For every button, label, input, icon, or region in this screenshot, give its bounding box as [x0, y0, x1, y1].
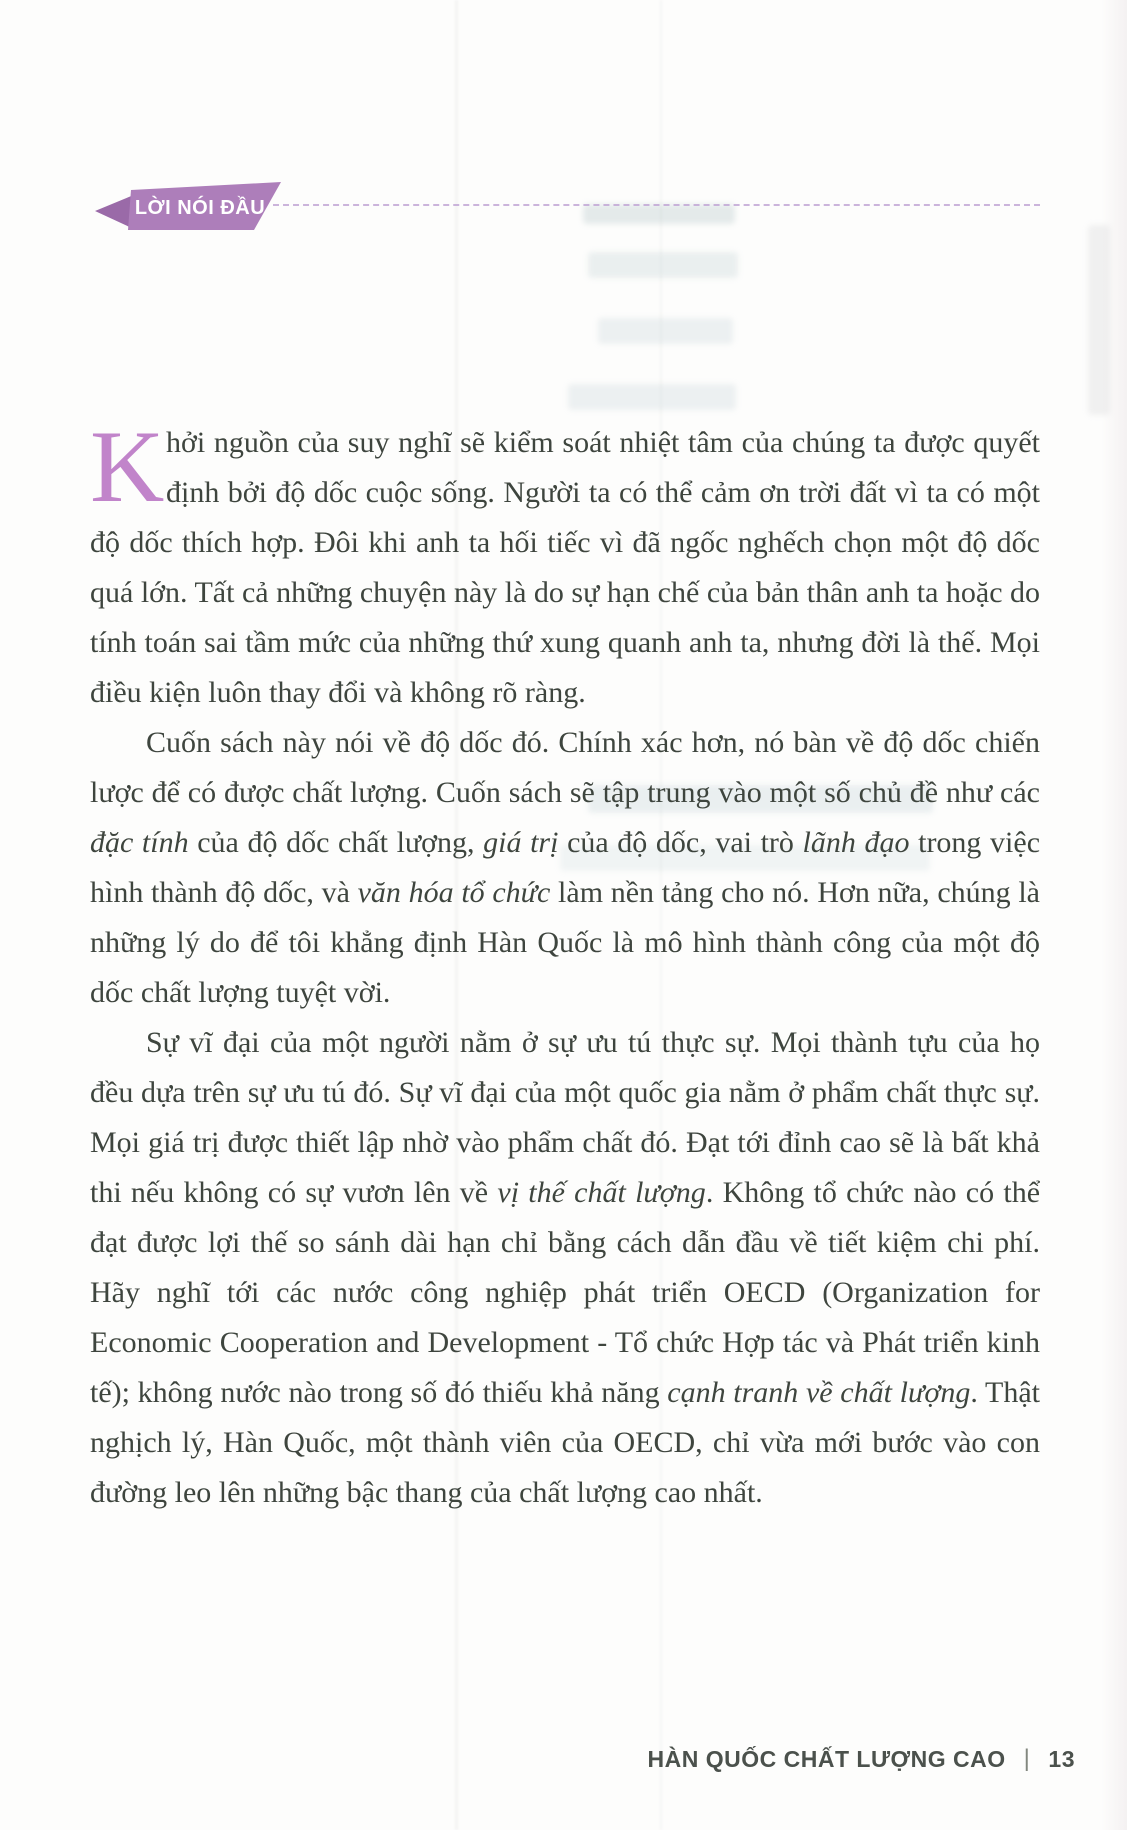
page-edge-shadow: [1101, 0, 1127, 1830]
text-run: . Không tổ chức nào có thể đạt được lợi thế so sánh dài hạn chỉ bằng cách dẫn đầu về tiết kiệm chi phí. Hãy nghĩ tới các nước công nghiệp phát triển OECD (Organization for Economic Cooperation and Development - Tổ chức Hợp tác và Phát triển kinh tế); không nước nào trong số đó thiếu khả năng: [90, 1176, 1041, 1409]
page-number: 13: [1048, 1745, 1075, 1772]
paragraph: [90, 1018, 1040, 1518]
preface-ribbon-badge: [95, 180, 285, 232]
footer-divider: |: [1023, 1745, 1031, 1772]
text-run: trong việc hình thành độ dốc, và: [90, 826, 1041, 909]
paragraph: [90, 718, 1040, 1018]
text-run: . Thật nghịch lý, Hàn Quốc, một thành viên của OECD, chỉ vừa mới bước vào con đường leo lên những bậc thang của chất lượng cao nhất.: [90, 1376, 1040, 1509]
italic-run: vị thế chất lượng: [497, 1176, 706, 1209]
text-run: Cuốn sách này nói về độ dốc đó. Chính xác hơn, nó bàn về độ dốc chiến lược để có được chất lượng. Cuốn sách sẽ tập trung vào một số chủ đề như các: [90, 726, 1040, 809]
header-dashed-rule: [273, 204, 1040, 206]
text-run: làm nền tảng cho nó. Hơn nữa, chúng là những lý do để tôi khẳng định Hàn Quốc là mô hình thành công của một độ dốc chất lượng tuyệt vời.: [90, 876, 1040, 1009]
italic-run: cạnh tranh về chất lượng: [667, 1376, 971, 1409]
italic-run: đặc tính: [90, 826, 189, 859]
bleed-through-artifact: [588, 252, 738, 278]
italic-run: lãnh đạo: [802, 826, 910, 859]
text-run: Sự vĩ đại của một người nằm ở sự ưu tú thực sự. Mọi thành tựu của họ đều dựa trên sự ưu tú đó. Sự vĩ đại của một quốc gia nằm ở phẩm chất thực sự. Mọi giá trị được thiết lập nhờ vào phẩm chất đó. Đạt tới đỉnh cao sẽ là bất khả thi nếu không có sự vươn lên về: [90, 1026, 1040, 1209]
paragraph: [90, 410, 1041, 718]
text-run: của độ dốc, vai trò: [558, 826, 803, 859]
bleed-through-artifact: [568, 384, 736, 410]
body-text: [90, 410, 1041, 1518]
footer-book-title: HÀN QUỐC CHẤT LƯỢNG CAO: [647, 1745, 1006, 1772]
preface-badge-label: LỜI NÓI ĐẦU: [134, 197, 266, 219]
dropcap: K: [90, 410, 165, 524]
italic-run: văn hóa tổ chức: [357, 876, 551, 909]
text-run: của độ dốc chất lượng,: [188, 826, 484, 859]
chapter-header: [95, 180, 1040, 234]
bleed-through-artifact: [598, 318, 733, 344]
text-run: hởi nguồn của suy nghĩ sẽ kiểm soát nhiệt tâm của chúng ta được quyết định bởi độ dốc cuộc sống. Người ta có thể cảm ơn trời đất vì ta có một độ dốc thích hợp. Đôi khi anh ta hối tiếc vì đã ngốc nghếch chọn một độ dốc quá lớn. Tất cả những chuyện này là do sự hạn chế của bản thân anh ta hoặc do tính toán sai tầm mức của những thứ xung quanh anh ta, nhưng đời là thế. Mọi điều kiện luôn thay đổi và không rõ ràng.: [90, 426, 1041, 709]
italic-run: giá trị: [483, 826, 559, 859]
page-footer: [648, 1745, 1075, 1773]
